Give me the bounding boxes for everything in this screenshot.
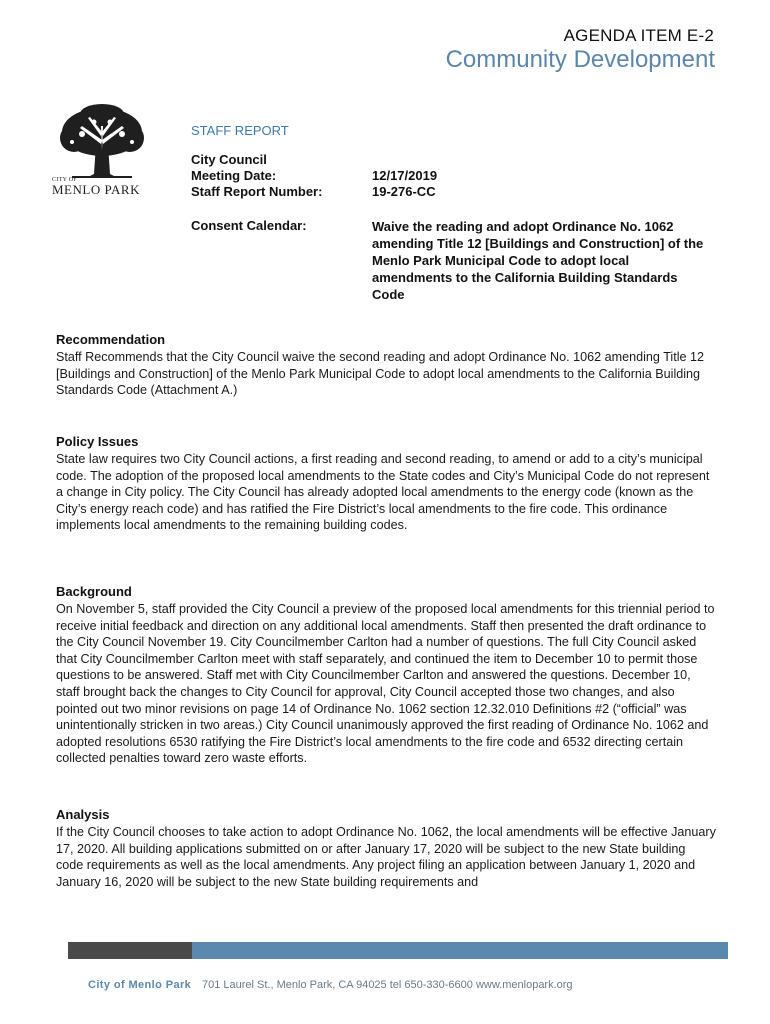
footer-bar-blue [192,942,728,959]
background-section [56,583,716,767]
body-label: City Council [191,152,267,167]
recommendation-section [56,331,716,399]
logo-city-name: MENLO PARK [52,182,140,197]
policy-section [56,433,716,534]
meeting-date-label: Meeting Date: [191,168,277,183]
background-heading: Background [56,584,132,599]
meeting-date-value: 12/17/2019 [372,168,438,183]
department-title: Community Development [445,46,715,73]
recommendation-text: Staff Recommends that the City Council waive the second reading and adopt Ordinance No. 1062 amending Title 12 [Buildings and Construction] of the Menlo Park Municipal Code to adopt local amendments to the California Building Standards Code (Attachment A.) [56,350,705,398]
analysis-heading: Analysis [56,807,110,822]
staff-report-label: STAFF REPORT [191,123,289,138]
agenda-item-label: AGENDA ITEM E-2 [563,26,714,45]
report-number-value: 19-276-CC [372,184,436,199]
recommendation-heading: Recommendation [56,332,166,347]
analysis-section [56,806,716,890]
consent-calendar-label: Consent Calendar: [191,218,307,233]
background-text: On November 5, staff provided the City Council a preview of the proposed local amendments for this triennial period to receive initial feedback and direction on any additional local amendments. Staff then presented the draft ordinance to the City Council November 19. City Councilmember Carlton had a number of questions. The full City Council asked that City Councilmember Carlton meet with staff separately, and continued the item to December 10 to permit those questions to be answered. Staff met with City Councilmember Carlton and answered the questions. December 10, staff brought back the changes to City Council for approval, City Council accepted those two changes, and also pointed out two minor revisions on page 14 of Ordinance No. 1062 section 12.32.010 Definitions #2 (“official” was unintentionally stricken in two areas.) City Council unanimously approved the first reading of Ordinance No. 1062 and adopted resolutions 6530 ratifying the Fire District’s local amendments to the fire code and 6532 directing certain collected penalties toward zero waste efforts. [56,602,715,766]
footer-city-name: City of Menlo Park [88,979,192,991]
logo-city-of: CITY OF [52,177,78,183]
footer-bar-dark [68,942,192,959]
footer-address: 701 Laurel St., Menlo Park, CA 94025 tel 650-330-6600 www.menlopark.org [202,979,573,991]
report-number-label: Staff Report Number: [191,184,323,199]
consent-calendar-value: Waive the reading and adopt Ordinance No. 1062 amending Title 12 [Buildings and Construction] of the Menlo Park Municipal Code to adopt local amendments to the California Building Standards Code [372,219,704,302]
analysis-text: If the City Council chooses to take action to adopt Ordinance No. 1062, the local amendments will be effective January 17, 2020. All building applications submitted on or after January 17, 2020 will be subject to the new State building code requirements as well as the local amendments. Any project filing an application between January 1, 2020 and January 16, 2020 will be subject to the new State building requirements and [56,825,716,889]
policy-heading: Policy Issues [56,434,139,449]
policy-text: State law requires two City Council actions, a first reading and second reading, to amend or add to a city’s municipal code. The adoption of the proposed local amendments to the State codes and City’s Municipal Code do not represent a change in City policy. The City Council has already adopted local amendments to the energy code (known as the City’s energy reach code) and has ratified the Fire District’s local amendments to the fire code. This ordinance implements local amendments to the remaining building codes. [56,452,710,533]
